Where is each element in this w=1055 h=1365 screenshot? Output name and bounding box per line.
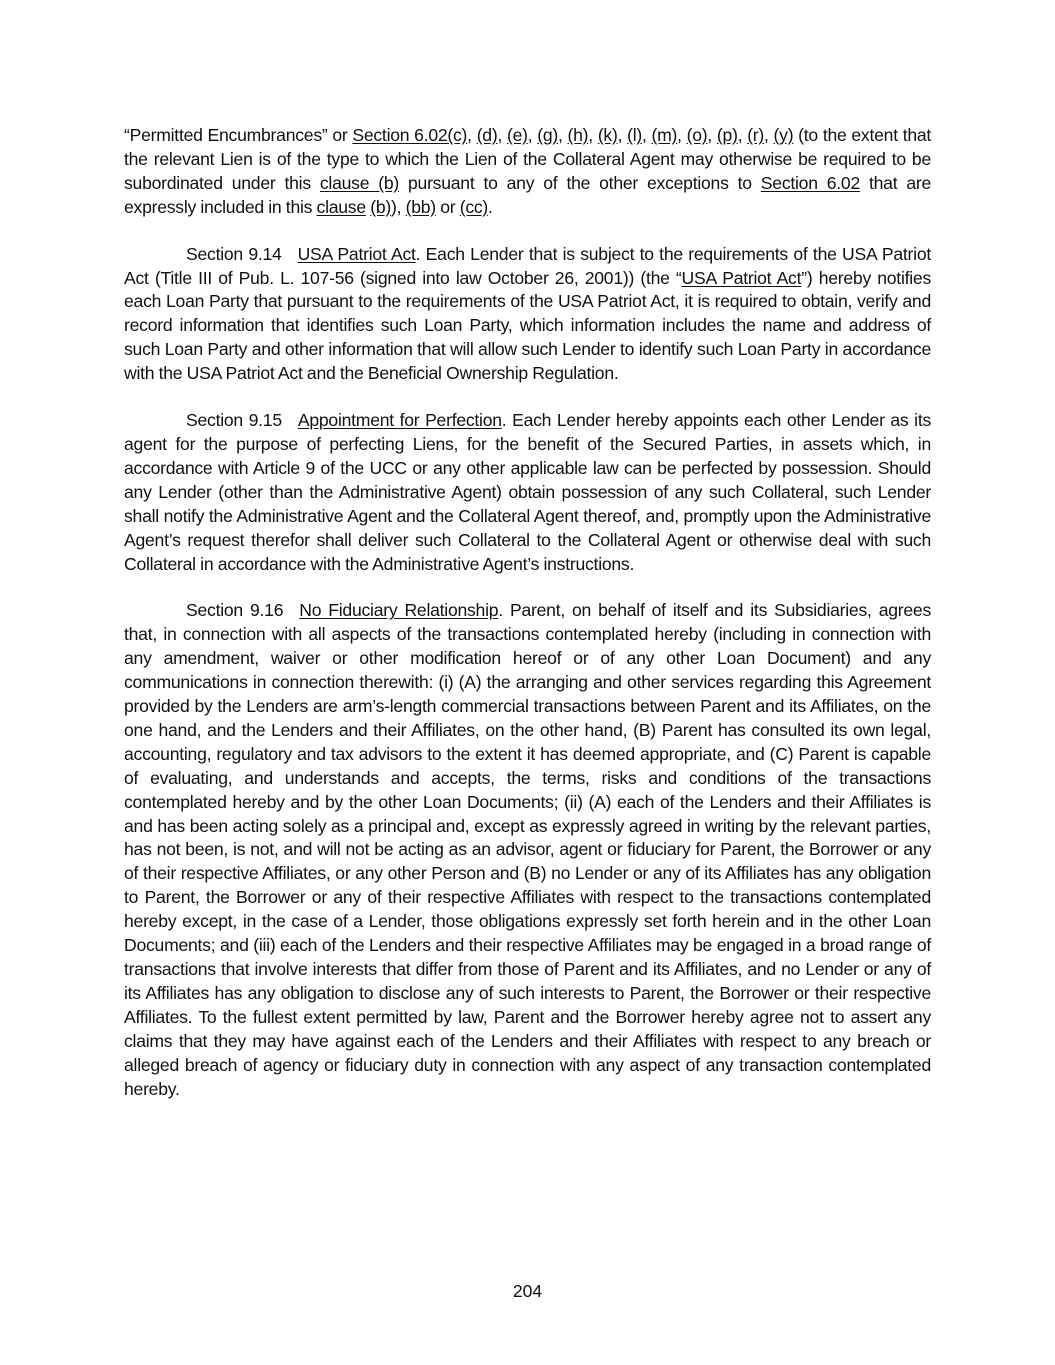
text-run: , [588, 125, 598, 145]
cross-reference: clause [316, 196, 366, 217]
text-run: , [497, 125, 507, 145]
cross-reference: Section 6.02(c) [352, 125, 468, 145]
section-9-15 [124, 409, 931, 576]
defined-term: USA Patriot Act [681, 267, 802, 288]
text-run: , [527, 125, 538, 145]
section-title: Appointment for Perfection [297, 410, 502, 431]
text-run: . [488, 196, 493, 217]
cross-reference: (y) [773, 125, 794, 145]
section-body: . Each Lender that is subject to the requirements of the USA Patriot Act (Title III of Pub. L. 107-56 (signed into law October 26, 2001)) (the “ [124, 243, 931, 288]
cross-reference: Section 6.02 [760, 172, 860, 193]
text-run: or [435, 196, 460, 217]
section-9-16 [124, 599, 931, 1101]
section-title: No Fiduciary Relationship [299, 600, 499, 621]
text-run: , [641, 125, 652, 145]
cross-reference: clause (b) [319, 172, 399, 193]
section-body: . Parent, on behalf of itself and its Subsidiaries, agrees that, in connection with all aspects of the transactions contemplated hereby (including in connection with any amendment, waiver or other modification hereof or of any other Loan Document) and any communications in connection therewith: (i) (A) the arranging and other services regarding this Agreement provided by the Lenders are arm’s-length commercial transactions between Parent and its Affiliates, on the one hand, and the Lenders and their Affiliates, on the other hand, (B) Parent has consulted its own legal, accounting, regulatory and tax advisors to the extent it has deemed appropriate, and (C) Parent is capable of evaluating, and understands and accepts, the terms, risks and conditions of the transactions contemplated hereby and by the other Loan Documents; (ii) (A) each of the Lenders and their Affiliates is and has been acting solely as a principal and, except as expressly agreed in writing by the relevant parties, has not been, is not, and will not be acting as an advisor, agent or fiduciary for Parent, the Borrower or any of their respective Affiliates, or any other Person and (B) no Lender or any of its Affiliates has any obligation to Parent, the Borrower or any of their respective Affiliates with respect to the transactions contemplated hereby except, in the case of a Lender, those obligations expressly set forth herein and in the other Loan Documents; and (iii) each of the Lenders and their respective Affiliates may be engaged in a broad range of transactions that involve interests that differ from those of Parent and its Affiliates, and no Lender or any of its Affiliates has any obligation to disclose any of such interests to Parent, the Borrower or their respective Affiliates. To the fullest extent permitted by law, Parent and the Borrower hereby agree not to assert any claims that they may have against each of the Lenders and their Affiliates with respect to any breach or alleged breach of agency or fiduciary duty in connection with any aspect of any transaction contemplated hereby. [124, 600, 931, 1099]
text-run: , [677, 125, 687, 145]
document-page [124, 124, 931, 1124]
cross-reference: (bb) [405, 196, 436, 217]
cross-reference: (cc) [459, 196, 489, 217]
cross-reference: (m) [651, 125, 678, 145]
cross-reference: (r) [747, 125, 765, 145]
cross-reference: (g) [537, 125, 559, 145]
cross-reference: (d) [476, 125, 498, 145]
cross-reference: (h) [567, 125, 589, 145]
section-9-14 [124, 243, 931, 386]
section-number: Section 9.14 [186, 243, 282, 264]
section-title: USA Patriot Act [297, 243, 416, 264]
cross-reference: (o) [686, 125, 708, 145]
text-run: ), [391, 196, 406, 217]
cross-reference: (l) [627, 125, 642, 145]
section-number: Section 9.15 [186, 410, 282, 431]
text-run: that are expressly included in this [124, 172, 932, 217]
text-run: , [764, 125, 774, 145]
text-run: , [467, 125, 477, 145]
section-body: ”) hereby notifies each Loan Party that pursuant to the requirements of the USA Patriot Act, it is required to obtain, verify and record information that identifies such Loan Party, which information includes the name and address of such Loan Party and other information that will allow such Lender to identify such Loan Party in accordance with the USA Patriot Act and the Beneficial Ownership Regulation. [124, 267, 931, 384]
text-run: , [617, 125, 628, 145]
section-number: Section 9.16 [186, 600, 284, 621]
page-number: 204 [512, 1281, 543, 1301]
cross-reference: (e) [506, 125, 528, 145]
text-run: , [707, 125, 717, 145]
text-run: , [558, 125, 568, 145]
text-run: (to the extent that the relevant Lien is of the type to which the Lien of the Collateral Agent may otherwise be required to be subordinated under this [124, 125, 932, 193]
cross-reference: (p) [716, 125, 738, 145]
section-body: . Each Lender hereby appoints each other Lender as its agent for the purpose of perfecting Liens, for the benefit of the Secured Parties, in assets which, in accordance with Article 9 of the UCC or any other applicable law can be perfected by possession. Should any Lender (other than the Administrative Agent) obtain possession of any such Collateral, such Lender shall notify the Administrative Agent and the Collateral Agent thereof, and, promptly upon the Administrative Agent’s request therefor shall deliver such Collateral to the Collateral Agent or otherwise deal with such Collateral in accordance with the Administrative Agent’s instructions. [124, 410, 931, 574]
text-run: pursuant to any of the other exceptions to [399, 172, 761, 193]
continuation-paragraph [124, 124, 931, 220]
cross-reference: (b) [370, 196, 391, 217]
cross-reference: (k) [597, 125, 618, 145]
text-run: , [737, 125, 748, 145]
text-run: “Permitted Encumbrances” or [124, 125, 353, 145]
